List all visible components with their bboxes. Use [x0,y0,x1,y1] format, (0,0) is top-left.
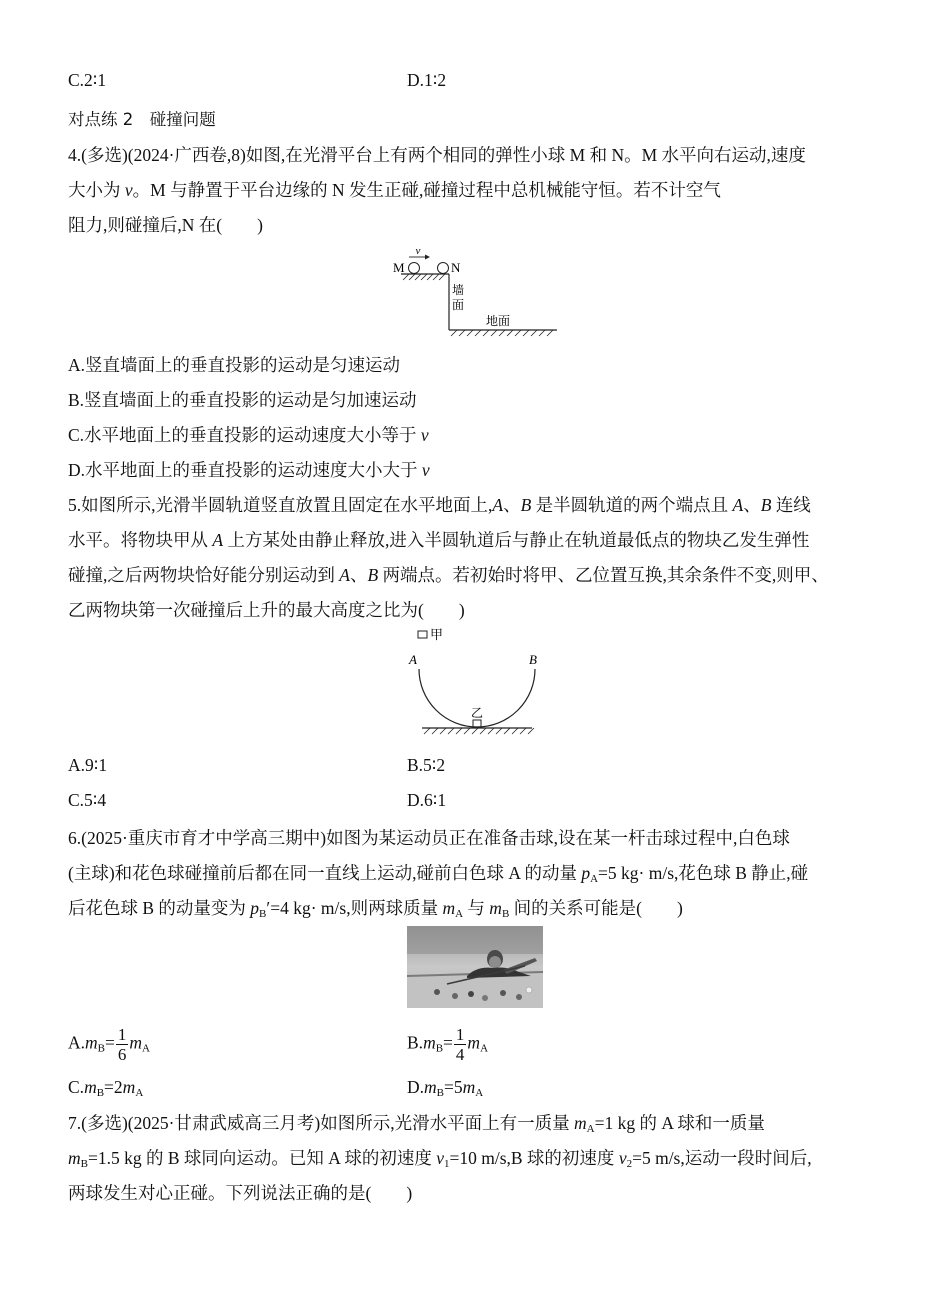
q4-option-a: A.竖直墙面上的垂直投影的运动是匀速运动 [68,355,401,375]
label-v: v [415,245,421,257]
block-yi [473,720,481,727]
q5-option-b: B.5∶2 [407,755,446,775]
q6-stem-line3: 后花色球 B 的动量变为 $p_B'=4$ kg· m/s,则两球质量 $m_A$ 与 $m_B$ 间的关系可能是( ) [68,898,683,920]
label-m: M [393,260,405,275]
q5-stem-line4: 乙两物块第一次碰撞后上升的最大高度之比为( ) [68,600,465,620]
label-ground: 地面 [486,314,511,328]
q5-option-c: C.5∶4 [68,790,107,810]
q5-option-a: A.9∶1 [68,755,108,775]
q7-stem-line2: $m_B=1.5$ kg 的 B 球同向运动。已知 A 球的初速度 $v_1=10$ m/s,B 球的初速度 $v_2=5$ m/s,运动一段时间后, [68,1148,812,1170]
fraction-one-fourth: $\frac{1}{4}$ [455,1025,465,1064]
ball-n [438,263,449,274]
label-a: A [409,652,417,667]
q4-option-d: D.水平地面上的垂直投影的运动速度大小大于 v [68,460,430,480]
fraction-one-sixth: $\frac{1}{6}$ [117,1025,127,1064]
label-b: B [529,652,537,667]
q4-option-c: C.水平地面上的垂直投影的运动速度大小等于 v [68,425,429,445]
q6-option-b: $B.m_B=$ $\frac{1}{4}$ $m_A$ [407,1025,489,1064]
q3-option-c: C.2∶1 [68,70,107,90]
q6-option-a: $A.m_B=$ $\frac{1}{6}$ $m_A$ [68,1025,150,1064]
q6-option-d: $D.m_B=5m_A$ [407,1077,484,1099]
q6-option-c: $C.m_B=2m_A$ [68,1077,144,1099]
label-wall-1: 墙 [452,283,465,297]
q4-figure-platform-diagram [385,244,565,344]
q5-option-d: D.6∶1 [407,790,447,810]
q6-stem-line2: (主球)和花色球碰撞前后都在同一直线上运动,碰前白色球 A 的动量 $p_A=5$ kg· m/s,花色球 B 静止,碰 [68,863,809,885]
q5-stem-line2: 水平。将物块甲从 A 上方某处由静止释放,进入半圆轨道后与静止在轨道最低点的物块乙发生弹性 [68,530,810,550]
section-title: 对点练 2 碰撞问题 [68,110,216,129]
q4-option-b: B.竖直墙面上的垂直投影的运动是匀加速运动 [68,390,417,410]
q4-stem-line1: 4.(多选)(2024·广西卷,8)如图,在光滑平台上有两个相同的弹性小球 M 和 N。M 水平向右运动,速度 [68,145,806,165]
label-n: N [451,260,461,275]
q3-option-d: D.1∶2 [407,70,447,90]
q4-stem-line3: 阻力,则碰撞后,N 在( ) [68,215,263,235]
block-jia [418,631,427,638]
q7-stem-line1: 7.(多选)(2025·甘肃武威高三月考)如图所示,光滑水平面上有一质量 $m_A=1$ kg 的 A 球和一质量 [68,1113,765,1135]
ball-m [409,263,420,274]
label-jia: 甲 [430,627,444,642]
q5-stem-line1: 5.如图所示,光滑半圆轨道竖直放置且固定在水平地面上,A、B 是半圆轨道的两个端点且 A、B 连线 [68,495,811,515]
label-wall-2: 面 [452,298,465,312]
q4-stem-line2: 大小为 v。M 与静置于平台边缘的 N 发生正碰,碰撞过程中总机械能守恒。若不计空气 [68,180,721,200]
q7-stem-line3: 两球发生对心正碰。下列说法正确的是( ) [68,1183,413,1203]
q5-figure-semicircle-track [400,624,540,744]
q6-photo-snooker-player [407,926,543,1008]
q5-stem-line3: 碰撞,之后两物块恰好能分别运动到 A、B 两端点。若初始时将甲、乙位置互换,其余条件不变,则甲、 [68,565,829,585]
label-yi: 乙 [471,706,484,720]
q6-stem-line1: 6.(2025·重庆市育才中学高三期中)如图为某运动员正在准备击球,设在某一杆击球过程中,白色球 [68,828,790,848]
